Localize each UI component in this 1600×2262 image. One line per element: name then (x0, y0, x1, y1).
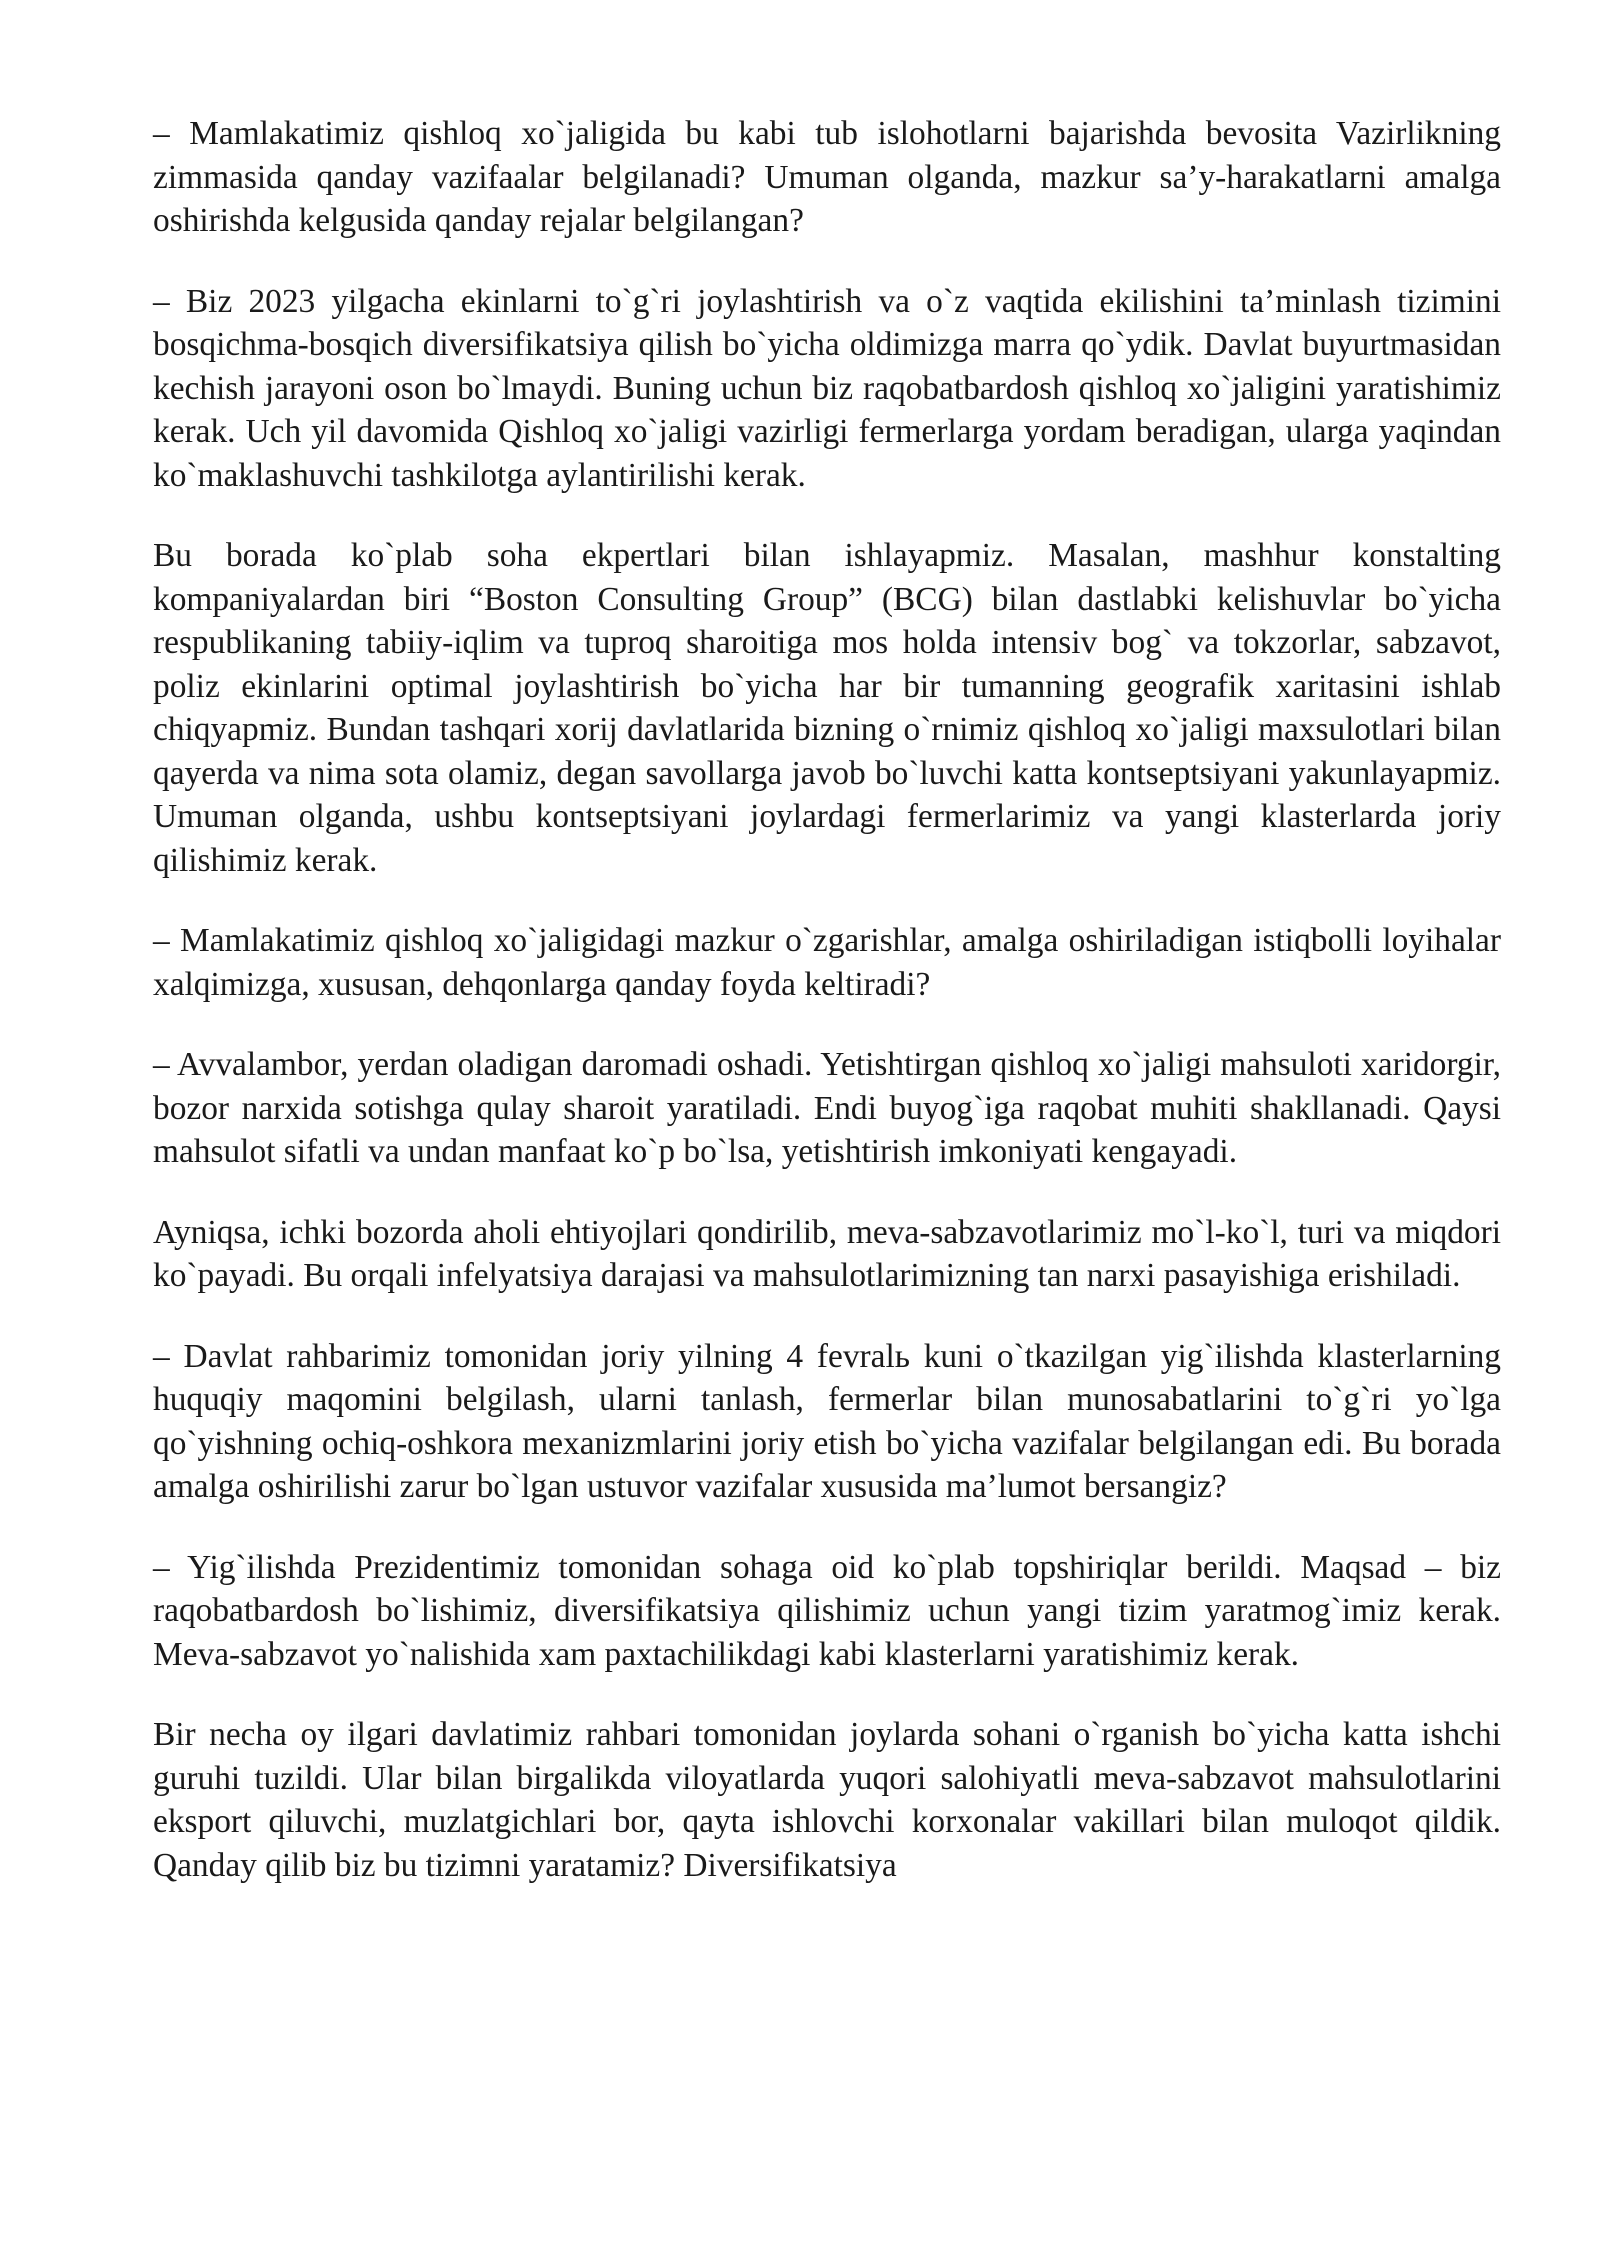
paragraph-answer-2-continued: Ayniqsa, ichki bozorda aholi ehtiyojlari qondirilib, meva-sabzavotlarimiz mo`l-ko`l, turi va miqdori ko`payadi. Bu orqali infelyatsiya darajasi va mahsulotlarimizning tan narxi pasayishiga erishiladi. (153, 1213, 1501, 1294)
paragraph-question-3: – Davlat rahbarimiz tomonidan joriy yilning 4 fevralь kuni o`tkazilgan yig`ilishda klasterlarning huquqiy maqomini belgilash, ularni tanlash, fermerlar bilan munosabatlarini to`g`ri yo`lga qo`yishning ochiq-oshkora mexanizmlarini joriy etish bo`yicha vazifalar belgilangan edi. Bu borada amalga oshirilishi zarur bo`lgan ustuvor vazifalar xususida ma’lumot bersangiz? (153, 1337, 1501, 1505)
paragraph-question-2: – Mamlakatimiz qishloq xo`jaligidagi mazkur o`zgarishlar, amalga oshiriladigan istiqbolli loyihalar xalqimizga, xususan, dehqonlarga qanday foyda keltiradi? (153, 922, 1501, 1003)
paragraph-question-1: – Mamlakatimiz qishloq xo`jaligida bu kabi tub islohotlarni bajarishda bevosita Vazirlikning zimmasida qanday vazifaalar belgilanadi? Umuman olganda, mazkur sa’y-harakatlarni amalga oshirishda kelgusida qanday rejalar belgilangan? (153, 115, 1501, 239)
paragraph-answer-1: – Biz 2023 yilgacha ekinlarni to`g`ri joylashtirish va o`z vaqtida ekilishini ta’minlash tizimini bosqichma-bosqich diversifikatsiya qilish bo`yicha oldimizga marra qo`ydik. Davlat buyurtmasidan kechish jarayoni oson bo`lmaydi. Buning uchun biz raqobatbardosh qishloq xo`jaligini yaratishimiz kerak. Uch yil davomida Qishloq xo`jaligi vazirligi fermerlarga yordam beradigan, ularga yaqindan ko`maklashuvchi tashkilotga aylantirilishi kerak. (153, 282, 1501, 494)
paragraph-answer-3-continued: Bir necha oy ilgari davlatimiz rahbari tomonidan joylarda sohani o`rganish bo`yicha katta ishchi guruhi tuzildi. Ular bilan birgalikda viloyatlarda yuqori salohiyatli meva-sabzavot mahsulotlarini eksport qiluvchi, muzlatgichlari bor, qayta ishlovchi korxonalar vakillari bilan muloqot qildik. Qanday qilib biz bu tizimni yaratamiz? Diversifikatsiya (153, 1716, 1501, 1884)
paragraph-answer-1-continued: Bu borada ko`plab soha ekpertlari bilan ishlayapmiz. Masalan, mashhur konstalting kompaniyalardan biri “Boston Consulting Group” (BCG) bilan dastlabki kelishuvlar bo`yicha respublikaning tabiiy-iqlim va tuproq sharoitiga mos holda intensiv bog` va tokzorlar, sabzavot, poliz ekinlarini optimal joylashtirish bo`yicha har bir tumanning geografik xaritasini ishlab chiqyapmiz. Bundan tashqari xorij davlatlarida bizning o`rnimiz qishloq xo`jaligi maxsulotlari bilan qayerda va nima sota olamiz, degan savollarga javob bo`luvchi katta kontseptsiyani yakunlayapmiz. Umuman olganda, ushbu kontseptsiyani joylardagi fermerlarimiz va yangi klasterlarda joriy qilishimiz kerak. (153, 537, 1501, 879)
paragraph-answer-2: – Avvalambor, yerdan oladigan daromadi oshadi. Yetishtirgan qishloq xo`jaligi mahsuloti xaridorgir, bozor narxida sotishga qulay sharoit yaratiladi. Endi buyog`iga raqobat muhiti shakllanadi. Qaysi mahsulot sifatli va undan manfaat ko`p bo`lsa, yetishtirish imkoniyati kengayadi. (153, 1046, 1501, 1170)
document-page (153, 112, 1501, 1924)
paragraph-answer-3: – Yig`ilishda Prezidentimiz tomonidan sohaga oid ko`plab topshiriqlar berildi. Maqsad – biz raqobatbardosh bo`lishimiz, diversifikatsiya qilishimiz uchun yangi tizim yaratmog`imiz kerak. Meva-sabzavot yo`nalishida xam paxtachilikdagi kabi klasterlarni yaratishimiz kerak. (153, 1548, 1501, 1673)
